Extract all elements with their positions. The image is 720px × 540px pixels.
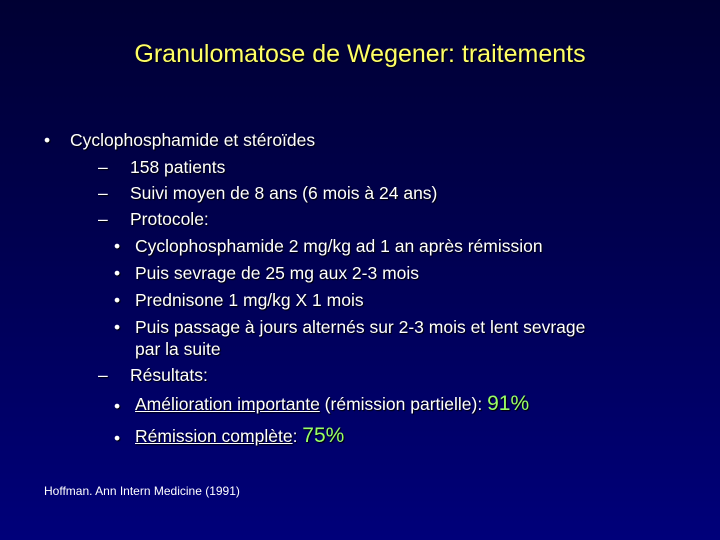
sub-item-protocole: Protocole: <box>130 209 209 229</box>
dash-icon: – <box>98 157 108 177</box>
result-value: 91% <box>487 392 530 415</box>
reference-citation: Hoffman. Ann Intern Medicine (1991) <box>44 484 240 498</box>
slide-title: Granulomatose de Wegener: traitements <box>134 40 586 68</box>
protocol-item: Puis passage à jours alternés sur 2-3 mois et lent sevrage <box>135 317 586 337</box>
protocol-item-continuation: par la suite <box>135 339 221 359</box>
result-item <box>135 426 344 446</box>
result-item <box>135 394 529 414</box>
bullet-icon: • <box>114 428 121 448</box>
bullet-icon: • <box>114 317 121 337</box>
dash-icon: – <box>98 183 108 203</box>
bullet-icon: • <box>44 130 51 150</box>
bullet-icon: • <box>114 236 121 256</box>
sub-item-patients: 158 patients <box>130 157 226 177</box>
bullet-icon: • <box>114 396 121 416</box>
results-label: Résultats: <box>130 365 208 385</box>
result-label: Rémission complète <box>135 426 293 446</box>
main-bullet-text: Cyclophosphamide et stéroïdes <box>70 130 316 150</box>
protocol-item: Cyclophosphamide 2 mg/kg ad 1 an après rémission <box>135 236 543 256</box>
protocol-item: Prednisone 1 mg/kg X 1 mois <box>135 290 364 310</box>
dash-icon: – <box>98 209 108 229</box>
bullet-icon: • <box>114 263 121 283</box>
result-detail: (rémission partielle): <box>319 394 488 414</box>
dash-icon: – <box>98 365 108 385</box>
sub-item-suivi: Suivi moyen de 8 ans (6 mois à 24 ans) <box>130 183 438 203</box>
result-label: Amélioration importante <box>135 394 320 414</box>
protocol-item: Puis sevrage de 25 mg aux 2-3 mois <box>135 263 420 283</box>
result-value: 75% <box>302 424 345 447</box>
result-detail: : <box>292 426 303 446</box>
bullet-icon: • <box>114 290 121 310</box>
